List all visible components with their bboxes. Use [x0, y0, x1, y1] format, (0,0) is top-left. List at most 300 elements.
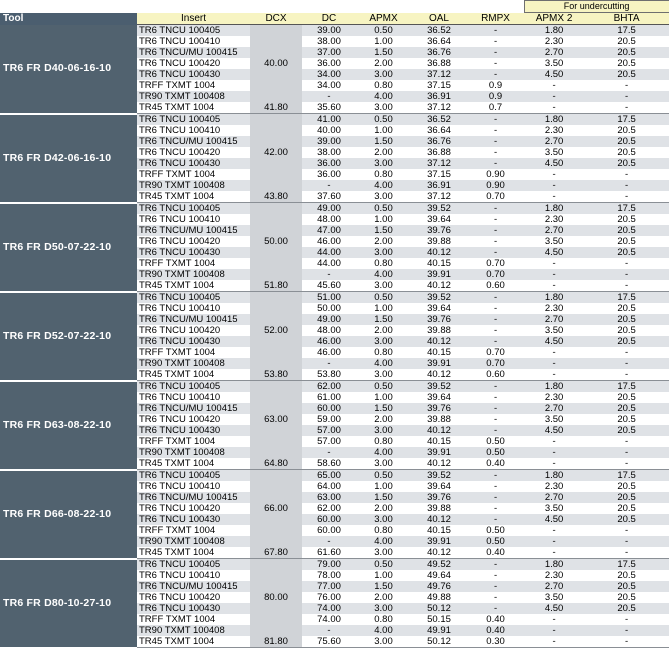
rmpx-cell: 0.70: [467, 191, 524, 203]
apmx-cell: 1.50: [356, 47, 411, 58]
apmx2-cell: 2.30: [524, 125, 584, 136]
rmpx-cell: -: [467, 303, 524, 314]
insert-cell: TR6 TNCU 100420: [137, 236, 250, 247]
apmx2-cell: -: [524, 180, 584, 191]
insert-cell: TR6 TNCU 100405: [137, 470, 250, 482]
rmpx-cell: -: [467, 592, 524, 603]
bhta-cell: 20.5: [584, 336, 669, 347]
apmx-cell: 1.50: [356, 581, 411, 592]
insert-cell: TR6 TNCU 100410: [137, 36, 250, 47]
rmpx-cell: 0.70: [467, 347, 524, 358]
apmx2-cell: 4.50: [524, 336, 584, 347]
apmx-cell: 3.00: [356, 69, 411, 80]
apmx2-cell: 2.30: [524, 392, 584, 403]
oal-cell: 50.12: [411, 603, 467, 614]
apmx2-cell: 2.70: [524, 47, 584, 58]
bhta-cell: 20.5: [584, 303, 669, 314]
dc-cell: -: [302, 625, 356, 636]
apmx-cell: 4.00: [356, 358, 411, 369]
rmpx-cell: -: [467, 36, 524, 47]
apmx2-cell: -: [524, 458, 584, 470]
oal-cell: 40.15: [411, 347, 467, 358]
insert-cell: TR6 TNCU 100405: [137, 114, 250, 126]
oal-cell: 40.15: [411, 525, 467, 536]
dc-cell: 57.00: [302, 425, 356, 436]
apmx-cell: 3.00: [356, 603, 411, 614]
table-row: [0, 25, 669, 37]
apmx-cell: 2.00: [356, 503, 411, 514]
oal-cell: 39.76: [411, 314, 467, 325]
apmx2-cell: -: [524, 614, 584, 625]
bhta-cell: 20.5: [584, 392, 669, 403]
apmx-cell: 1.50: [356, 136, 411, 147]
bhta-cell: -: [584, 358, 669, 369]
bhta-cell: 20.5: [584, 47, 669, 58]
dcx-cell: 80.00: [250, 559, 302, 637]
insert-cell: TR6 TNCU 100430: [137, 514, 250, 525]
tool-name-cell: TR6 FR D52-07-22-10: [0, 292, 137, 381]
apmx-cell: 0.50: [356, 559, 411, 571]
dc-cell: 46.00: [302, 236, 356, 247]
apmx-cell: 2.00: [356, 236, 411, 247]
insert-cell: TR6 TNCU 100420: [137, 58, 250, 69]
dc-cell: 39.00: [302, 136, 356, 147]
rmpx-cell: -: [467, 147, 524, 158]
rmpx-cell: 0.90: [467, 169, 524, 180]
bhta-cell: -: [584, 280, 669, 292]
apmx2-cell: -: [524, 280, 584, 292]
oal-cell: 39.88: [411, 325, 467, 336]
bhta-cell: 20.5: [584, 69, 669, 80]
oal-cell: 49.88: [411, 592, 467, 603]
apmx-cell: 2.00: [356, 325, 411, 336]
insert-cell: TR6 TNCU 100430: [137, 336, 250, 347]
bhta-cell: 20.5: [584, 503, 669, 514]
bhta-cell: 20.5: [584, 492, 669, 503]
rmpx-cell: -: [467, 225, 524, 236]
rmpx-cell: 0.70: [467, 269, 524, 280]
insert-cell: TR6 TNCU 100410: [137, 570, 250, 581]
apmx-cell: 3.00: [356, 369, 411, 381]
apmx2-cell: -: [524, 169, 584, 180]
insert-cell: TR6 TNCU 100405: [137, 381, 250, 393]
rmpx-cell: 0.40: [467, 458, 524, 470]
rmpx-cell: -: [467, 214, 524, 225]
apmx2-cell: 2.30: [524, 303, 584, 314]
apmx2-cell: 3.50: [524, 147, 584, 158]
rmpx-cell: 0.70: [467, 258, 524, 269]
dc-cell: 34.00: [302, 69, 356, 80]
dc-cell: 38.00: [302, 147, 356, 158]
rmpx-cell: 0.9: [467, 91, 524, 102]
dc-cell: 40.00: [302, 125, 356, 136]
apmx2-cell: 1.80: [524, 381, 584, 393]
bhta-cell: 20.5: [584, 425, 669, 436]
bhta-cell: -: [584, 169, 669, 180]
insert-cell: TR45 TXMT 1004: [137, 191, 250, 203]
oal-cell: 49.76: [411, 581, 467, 592]
dc-cell: 77.00: [302, 581, 356, 592]
rmpx-cell: -: [467, 470, 524, 482]
apmx-cell: 0.50: [356, 25, 411, 37]
apmx2-cell: -: [524, 436, 584, 447]
insert-cell: TRFF TXMT 1004: [137, 614, 250, 625]
bhta-cell: 20.5: [584, 514, 669, 525]
dc-cell: 61.60: [302, 547, 356, 559]
oal-cell: 40.12: [411, 280, 467, 292]
dc-cell: 58.60: [302, 458, 356, 470]
oal-cell: 40.12: [411, 425, 467, 436]
dc-cell: 37.60: [302, 191, 356, 203]
apmx-cell: 4.00: [356, 536, 411, 547]
rmpx-cell: 0.60: [467, 280, 524, 292]
apmx2-cell: -: [524, 536, 584, 547]
oal-cell: 36.88: [411, 147, 467, 158]
oal-cell: 40.15: [411, 258, 467, 269]
dc-cell: 36.00: [302, 58, 356, 69]
apmx-cell: 3.00: [356, 547, 411, 559]
apmx2-cell: 2.70: [524, 492, 584, 503]
insert-cell: TRFF TXMT 1004: [137, 347, 250, 358]
apmx2-cell: 4.50: [524, 69, 584, 80]
dc-cell: 62.00: [302, 503, 356, 514]
apmx-cell: 4.00: [356, 625, 411, 636]
dc-cell: 45.60: [302, 280, 356, 292]
rmpx-cell: 0.50: [467, 525, 524, 536]
apmx-cell: 0.80: [356, 525, 411, 536]
apmx2-cell: 4.50: [524, 247, 584, 258]
rmpx-cell: 0.40: [467, 547, 524, 559]
bhta-cell: 20.5: [584, 125, 669, 136]
bhta-cell: 20.5: [584, 247, 669, 258]
apmx-cell: 3.00: [356, 425, 411, 436]
rmpx-cell: -: [467, 336, 524, 347]
rmpx-cell: -: [467, 581, 524, 592]
rmpx-cell: -: [467, 414, 524, 425]
apmx2-cell: -: [524, 347, 584, 358]
apmx2-cell: 4.50: [524, 603, 584, 614]
oal-cell: 37.12: [411, 69, 467, 80]
bhta-cell: 17.5: [584, 114, 669, 126]
tool-name-cell: TR6 FR D40-06-16-10: [0, 25, 137, 114]
insert-cell: TR6 TNCU 100410: [137, 303, 250, 314]
apmx2-cell: 3.50: [524, 503, 584, 514]
insert-cell: TR45 TXMT 1004: [137, 280, 250, 292]
oal-cell: 39.52: [411, 292, 467, 304]
column-header-rmpx: RMPX: [467, 13, 524, 25]
rmpx-cell: -: [467, 325, 524, 336]
insert-cell: TR90 TXMT 100408: [137, 91, 250, 102]
dcx-cell: 50.00: [250, 203, 302, 281]
apmx2-cell: 1.80: [524, 203, 584, 215]
oal-cell: 37.12: [411, 102, 467, 114]
dcx-cell: 51.80: [250, 280, 302, 292]
dcx-cell: 53.80: [250, 369, 302, 381]
dc-cell: 61.00: [302, 392, 356, 403]
rmpx-cell: -: [467, 514, 524, 525]
insert-cell: TR90 TXMT 100408: [137, 180, 250, 191]
column-header-oal: OAL: [411, 13, 467, 25]
bhta-cell: -: [584, 614, 669, 625]
insert-cell: TR6 TNCU 100420: [137, 147, 250, 158]
rmpx-cell: 0.40: [467, 614, 524, 625]
insert-cell: TR90 TXMT 100408: [137, 625, 250, 636]
oal-cell: 37.12: [411, 158, 467, 169]
bhta-cell: -: [584, 102, 669, 114]
apmx2-cell: 1.80: [524, 25, 584, 37]
bhta-cell: 20.5: [584, 581, 669, 592]
insert-cell: TR6 TNCU 100430: [137, 603, 250, 614]
bhta-cell: 20.5: [584, 58, 669, 69]
dcx-cell: 41.80: [250, 102, 302, 114]
dcx-cell: 43.80: [250, 191, 302, 203]
insert-cell: TR6 TNCU 100420: [137, 503, 250, 514]
apmx-cell: 3.00: [356, 158, 411, 169]
oal-cell: 39.91: [411, 536, 467, 547]
insert-cell: TR6 TNCU 100405: [137, 292, 250, 304]
apmx-cell: 1.00: [356, 481, 411, 492]
dcx-cell: 67.80: [250, 547, 302, 559]
insert-cell: TR45 TXMT 1004: [137, 102, 250, 114]
apmx2-cell: 1.80: [524, 292, 584, 304]
apmx-cell: 1.50: [356, 314, 411, 325]
rmpx-cell: -: [467, 236, 524, 247]
bhta-cell: 17.5: [584, 292, 669, 304]
insert-cell: TR6 TNCU/MU 100415: [137, 492, 250, 503]
undercutting-group-header: For undercutting: [524, 1, 669, 13]
apmx2-cell: 1.80: [524, 114, 584, 126]
oal-cell: 40.12: [411, 458, 467, 470]
apmx-cell: 1.00: [356, 214, 411, 225]
apmx-cell: 0.50: [356, 381, 411, 393]
dc-cell: -: [302, 269, 356, 280]
apmx2-cell: -: [524, 525, 584, 536]
insert-cell: TR6 TNCU 100420: [137, 325, 250, 336]
dc-cell: 60.00: [302, 525, 356, 536]
dc-cell: -: [302, 447, 356, 458]
rmpx-cell: -: [467, 125, 524, 136]
dc-cell: 65.00: [302, 470, 356, 482]
rmpx-cell: -: [467, 69, 524, 80]
tool-name-cell: TR6 FR D63-08-22-10: [0, 381, 137, 470]
apmx-cell: 2.00: [356, 414, 411, 425]
oal-cell: 36.64: [411, 125, 467, 136]
bhta-cell: 20.5: [584, 136, 669, 147]
tool-name-cell: TR6 FR D42-06-16-10: [0, 114, 137, 203]
apmx-cell: 1.00: [356, 303, 411, 314]
table-row: [0, 203, 669, 215]
oal-cell: 39.52: [411, 381, 467, 393]
rmpx-cell: -: [467, 559, 524, 571]
dc-cell: 75.60: [302, 636, 356, 648]
rmpx-cell: -: [467, 247, 524, 258]
insert-cell: TR6 TNCU 100410: [137, 481, 250, 492]
rmpx-cell: -: [467, 570, 524, 581]
apmx2-cell: 1.80: [524, 559, 584, 571]
apmx2-cell: -: [524, 369, 584, 381]
column-header-bhta: BHTA: [584, 13, 669, 25]
bhta-cell: -: [584, 269, 669, 280]
insert-cell: TR6 TNCU/MU 100415: [137, 225, 250, 236]
bhta-cell: -: [584, 536, 669, 547]
dcx-cell: 40.00: [250, 25, 302, 103]
apmx-cell: 0.80: [356, 436, 411, 447]
oal-cell: 36.64: [411, 36, 467, 47]
apmx2-cell: 2.30: [524, 36, 584, 47]
apmx-cell: 1.00: [356, 125, 411, 136]
dc-cell: 46.00: [302, 347, 356, 358]
dc-cell: 53.80: [302, 369, 356, 381]
apmx-cell: 0.80: [356, 614, 411, 625]
rmpx-cell: -: [467, 203, 524, 215]
oal-cell: 39.76: [411, 225, 467, 236]
insert-cell: TRFF TXMT 1004: [137, 80, 250, 91]
insert-cell: TR6 TNCU 100420: [137, 414, 250, 425]
dc-cell: 44.00: [302, 247, 356, 258]
oal-cell: 36.91: [411, 91, 467, 102]
bhta-cell: 20.5: [584, 236, 669, 247]
insert-cell: TR6 TNCU/MU 100415: [137, 581, 250, 592]
bhta-cell: -: [584, 369, 669, 381]
oal-cell: 36.76: [411, 47, 467, 58]
bhta-cell: 17.5: [584, 203, 669, 215]
dc-cell: 63.00: [302, 492, 356, 503]
apmx-cell: 2.00: [356, 58, 411, 69]
insert-cell: TR45 TXMT 1004: [137, 547, 250, 559]
apmx2-cell: 3.50: [524, 236, 584, 247]
apmx2-cell: -: [524, 269, 584, 280]
oal-cell: 40.15: [411, 436, 467, 447]
oal-cell: 39.64: [411, 392, 467, 403]
dc-cell: 60.00: [302, 403, 356, 414]
apmx-cell: 3.00: [356, 458, 411, 470]
apmx2-cell: 2.70: [524, 136, 584, 147]
column-header-dc: DC: [302, 13, 356, 25]
oal-cell: 39.91: [411, 447, 467, 458]
apmx-cell: 1.00: [356, 392, 411, 403]
oal-cell: 40.12: [411, 247, 467, 258]
oal-cell: 49.64: [411, 570, 467, 581]
oal-cell: 40.12: [411, 336, 467, 347]
bhta-cell: -: [584, 80, 669, 91]
apmx2-cell: -: [524, 636, 584, 648]
apmx2-cell: -: [524, 358, 584, 369]
dc-cell: 74.00: [302, 603, 356, 614]
rmpx-cell: 0.7: [467, 102, 524, 114]
oal-cell: 39.64: [411, 214, 467, 225]
apmx2-cell: 2.70: [524, 225, 584, 236]
apmx-cell: 3.00: [356, 247, 411, 258]
oal-cell: 49.52: [411, 559, 467, 571]
insert-cell: TR6 TNCU 100405: [137, 25, 250, 37]
rmpx-cell: -: [467, 314, 524, 325]
rmpx-cell: -: [467, 403, 524, 414]
apmx-cell: 4.00: [356, 269, 411, 280]
dc-cell: 36.00: [302, 158, 356, 169]
dc-cell: 49.00: [302, 203, 356, 215]
bhta-cell: -: [584, 625, 669, 636]
insert-cell: TR6 TNCU 100430: [137, 158, 250, 169]
bhta-cell: 20.5: [584, 603, 669, 614]
table-row: [0, 559, 669, 571]
bhta-cell: -: [584, 547, 669, 559]
apmx2-cell: -: [524, 625, 584, 636]
dc-cell: -: [302, 180, 356, 191]
apmx-cell: 0.50: [356, 203, 411, 215]
oal-cell: 39.88: [411, 414, 467, 425]
insert-cell: TR6 TNCU 100430: [137, 247, 250, 258]
apmx2-cell: 4.50: [524, 158, 584, 169]
bhta-cell: 20.5: [584, 36, 669, 47]
oal-cell: 50.15: [411, 614, 467, 625]
rmpx-cell: 0.40: [467, 625, 524, 636]
apmx-cell: 3.00: [356, 636, 411, 648]
apmx2-cell: 2.70: [524, 314, 584, 325]
dc-cell: 48.00: [302, 325, 356, 336]
rmpx-cell: 0.70: [467, 358, 524, 369]
apmx-cell: 1.00: [356, 570, 411, 581]
oal-cell: 36.52: [411, 114, 467, 126]
oal-cell: 39.52: [411, 203, 467, 215]
apmx2-cell: 3.50: [524, 414, 584, 425]
dc-cell: 79.00: [302, 559, 356, 571]
tool-name-cell: TR6 FR D80-10-27-10: [0, 559, 137, 648]
apmx-cell: 0.80: [356, 258, 411, 269]
table-row: [0, 292, 669, 304]
oal-cell: 36.88: [411, 58, 467, 69]
dc-cell: 78.00: [302, 570, 356, 581]
rmpx-cell: -: [467, 492, 524, 503]
column-header-apmx2: APMX 2: [524, 13, 584, 25]
bhta-cell: -: [584, 258, 669, 269]
apmx-cell: 2.00: [356, 147, 411, 158]
oal-cell: 50.12: [411, 636, 467, 648]
insert-cell: TR6 TNCU/MU 100415: [137, 136, 250, 147]
oal-cell: 40.12: [411, 514, 467, 525]
column-header-tool: Tool: [0, 13, 137, 25]
apmx2-cell: 2.30: [524, 214, 584, 225]
bhta-cell: 20.5: [584, 325, 669, 336]
dc-cell: 47.00: [302, 225, 356, 236]
dc-cell: 59.00: [302, 414, 356, 425]
oal-cell: 40.12: [411, 369, 467, 381]
apmx-cell: 0.80: [356, 80, 411, 91]
dcx-cell: 64.80: [250, 458, 302, 470]
rmpx-cell: -: [467, 25, 524, 37]
dc-cell: 62.00: [302, 381, 356, 393]
apmx2-cell: -: [524, 91, 584, 102]
rmpx-cell: -: [467, 425, 524, 436]
dc-cell: 64.00: [302, 481, 356, 492]
insert-cell: TRFF TXMT 1004: [137, 436, 250, 447]
apmx-cell: 4.00: [356, 447, 411, 458]
rmpx-cell: -: [467, 136, 524, 147]
oal-cell: 49.91: [411, 625, 467, 636]
oal-cell: 39.91: [411, 358, 467, 369]
apmx-cell: 0.50: [356, 114, 411, 126]
bhta-cell: -: [584, 436, 669, 447]
dc-cell: -: [302, 536, 356, 547]
oal-cell: 40.12: [411, 547, 467, 559]
apmx2-cell: -: [524, 80, 584, 91]
insert-cell: TR6 TNCU/MU 100415: [137, 47, 250, 58]
apmx-cell: 1.50: [356, 403, 411, 414]
dc-cell: 37.00: [302, 47, 356, 58]
table-row: [0, 381, 669, 393]
column-header-insert: Insert: [137, 13, 250, 25]
tool-name-cell: TR6 FR D66-08-22-10: [0, 470, 137, 559]
dc-cell: 39.00: [302, 25, 356, 37]
